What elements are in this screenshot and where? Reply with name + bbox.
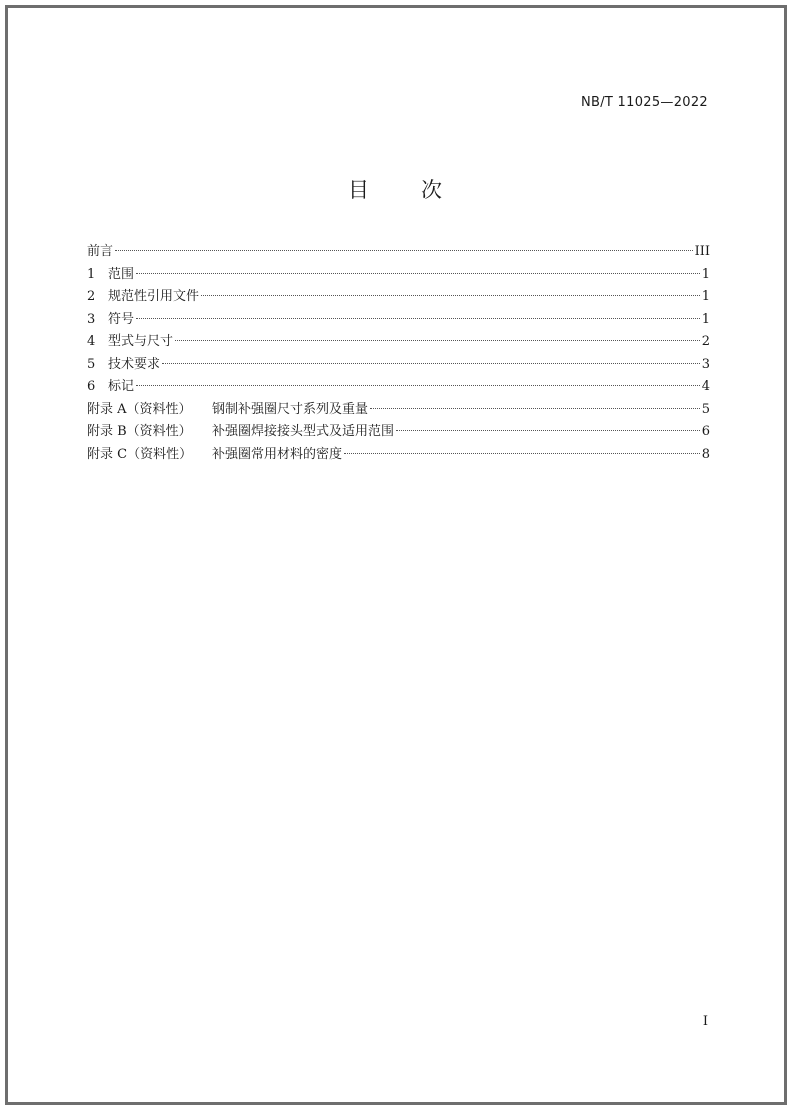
toc-entry-page: 3 [701,356,710,372]
toc-leader-dots [136,318,700,319]
toc-entry-text: 前言 [87,244,114,259]
toc-entry-text: 钢制补强圈尺寸系列及重量 [212,401,369,417]
toc-entry-number: 5 [87,356,96,372]
toc-appendix-b[interactable] [87,421,710,444]
toc-entry-6[interactable] [87,376,710,399]
toc-entry-foreword[interactable] [87,241,710,264]
toc-leader-dots [201,295,700,296]
toc-leader-dots [162,363,700,364]
toc-entry-page: 8 [701,446,710,462]
toc-leader-dots [396,430,700,431]
toc-entry-number: 1 [87,266,96,282]
toc-leader-dots [115,250,693,251]
toc-entry-page: 5 [701,401,710,417]
toc-appendix-label: 附录 A（资料性） [87,401,192,417]
toc-entry-page: 4 [701,379,710,394]
toc-title [0,174,790,204]
toc-entry-5[interactable] [87,354,710,377]
toc-appendix-label: 附录 C（资料性） [87,446,193,462]
toc-entry-number: 3 [87,311,96,327]
toc-title-char-2: 次 [421,178,442,202]
toc-entry-4[interactable] [87,331,710,354]
toc-leader-dots [344,453,700,454]
toc-entry-1[interactable] [87,264,710,287]
toc-entry-number: 4 [87,334,96,349]
toc-entry-page: 6 [701,424,710,439]
toc-entry-number: 6 [87,379,96,394]
toc-entry-page: 1 [701,266,710,282]
toc-appendix-c[interactable] [87,444,710,467]
page-number: I [702,1014,708,1029]
toc-entry-text: 规范性引用文件 [108,289,200,304]
toc-entry-text: 补强圈常用材料的密度 [212,446,343,462]
toc-appendix-label: 附录 B（资料性） [87,424,192,439]
toc-leader-dots [370,408,700,409]
page-frame [5,5,787,1105]
toc-entry-page: 1 [701,311,710,327]
toc-leader-dots [175,340,700,341]
toc-entry-page: III [694,244,710,259]
toc-entry-text: 标记 [108,379,135,394]
toc-entry-number: 2 [87,289,96,304]
standard-code: NB/T 11025—2022 [580,95,708,110]
toc-leader-dots [136,385,700,386]
toc-entry-page: 1 [701,289,710,304]
toc-entry-text: 补强圈焊接接头型式及适用范围 [212,424,395,439]
toc-entry-3[interactable] [87,309,710,332]
toc-entry-text: 范围 [108,266,135,282]
toc-entry-text: 符号 [108,311,135,327]
toc-leader-dots [136,273,700,274]
toc-entry-text: 技术要求 [108,356,161,372]
toc-entry-text: 型式与尺寸 [108,334,174,349]
toc-list [87,241,710,466]
toc-entry-page: 2 [701,334,710,349]
toc-appendix-a[interactable] [87,399,710,422]
toc-title-char-1: 目 [348,178,369,202]
toc-entry-2[interactable] [87,286,710,309]
